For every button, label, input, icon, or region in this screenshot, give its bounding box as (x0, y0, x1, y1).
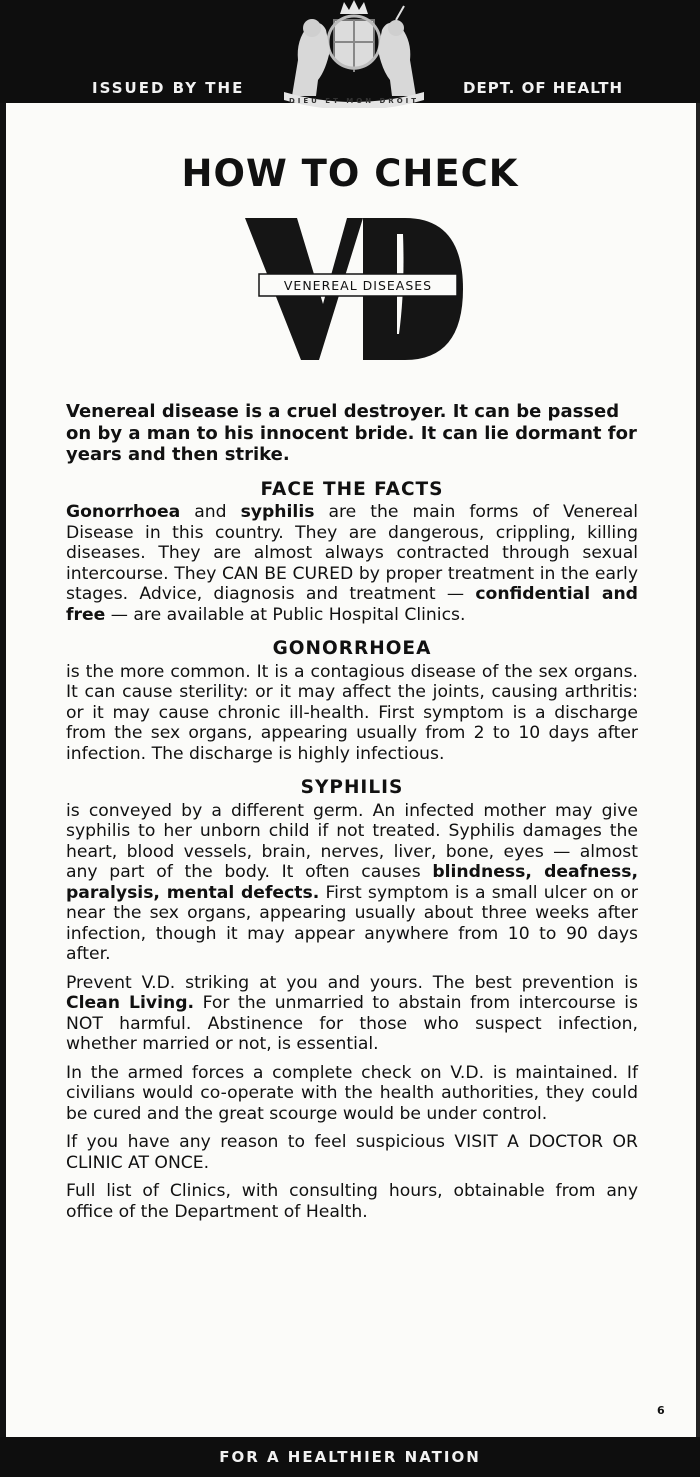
header-dept: DEPT. OF HEALTH (463, 79, 624, 97)
right-border (696, 103, 700, 1438)
facts-text-2: — are available at Public Hospital Clinics. (105, 604, 466, 625)
visit-paragraph: If you have any reason to feel suspicious VISIT A DOCTOR OR CLINIC AT ONCE. (66, 1132, 638, 1173)
facts-and: and (180, 502, 241, 522)
heading-face-the-facts: FACE THE FACTS (260, 478, 444, 500)
vd-logo (245, 212, 465, 362)
syphilis-paragraph (66, 801, 638, 965)
prevent-emphasis: Clean Living. (66, 993, 195, 1013)
syphilis-emphasis: blindness, deafness, paralysis, mental defects. (66, 862, 638, 903)
facts-paragraph (66, 502, 638, 625)
crest-motto: DIEU ET MON DROIT (288, 97, 420, 105)
heading-gonorrhoea: GONORRHOEA (272, 638, 432, 659)
page-number: 6 (657, 1404, 665, 1417)
royal-coat-of-arms-icon (268, 0, 440, 108)
footer-slogan: FOR A HEALTHIER NATION (219, 1448, 481, 1466)
term-gonorrhoea: Gonorrhoea (66, 502, 181, 522)
header-issued-by: ISSUED BY THE (92, 79, 245, 97)
page-title: HOW TO CHECK (181, 152, 519, 195)
article-body (66, 401, 638, 1230)
facts-text-1: are the main forms of Venereal Disease in this country. They are dangerous, crippling, killing diseases. They are almost always contracted through sexual intercourse. They CAN BE CURED by proper treatment in the early stages. Advice, diagnosis and treatment — (66, 502, 639, 604)
heading-syphilis: SYPHILIS (300, 777, 404, 798)
prevent-text-1: Prevent V.D. striking at you and yours. The best prevention is (66, 972, 638, 993)
vd-band-label: VENEREAL DISEASES (283, 278, 433, 293)
prevent-text-2: For the unmarried to abstain from intercourse is NOT harmful. Abstinence for those who suspect infection, whether married or not, is essential. (66, 993, 638, 1054)
left-border (0, 103, 6, 1438)
syphilis-text-2: First symptom is a small ulcer on or near the sex organs, appearing usually about three weeks after infection, though it may appear anywhere from 10 to 90 days after. (66, 882, 638, 964)
facts-emphasis: confidential and free (66, 584, 638, 625)
prevent-paragraph (66, 973, 638, 1055)
term-syphilis: syphilis (240, 502, 315, 522)
clinics-paragraph: Full list of Clinics, with consulting hours, obtainable from any office of the Department of Health. (66, 1181, 638, 1222)
lead-paragraph: Venereal disease is a cruel destroyer. It can be passed on by a man to his innocent bride. It can lie dormant for years and then strike. (66, 401, 637, 465)
syphilis-text-1: is conveyed by a different germ. An infected mother may give syphilis to her unborn child if not treated. Syphilis damages the heart, blood vessels, brain, nerves, liver, bone, eyes — almost any part of the body. It often causes (66, 800, 638, 882)
armed-forces-paragraph: In the armed forces a complete check on V.D. is maintained. If civilians would co-operate with the health authorities, they could be cured and the great scourge would be under control. (66, 1062, 638, 1124)
gonorrhoea-paragraph: is the more common. It is a contagious disease of the sex organs. It can cause sterility: or it may affect the joints, causing arthritis: or it may cause chronic ill-health. First symptom is a discharge from the sex organs, appearing usually from 2 to 10 days after infection. The discharge is highly infectious. (66, 661, 638, 764)
